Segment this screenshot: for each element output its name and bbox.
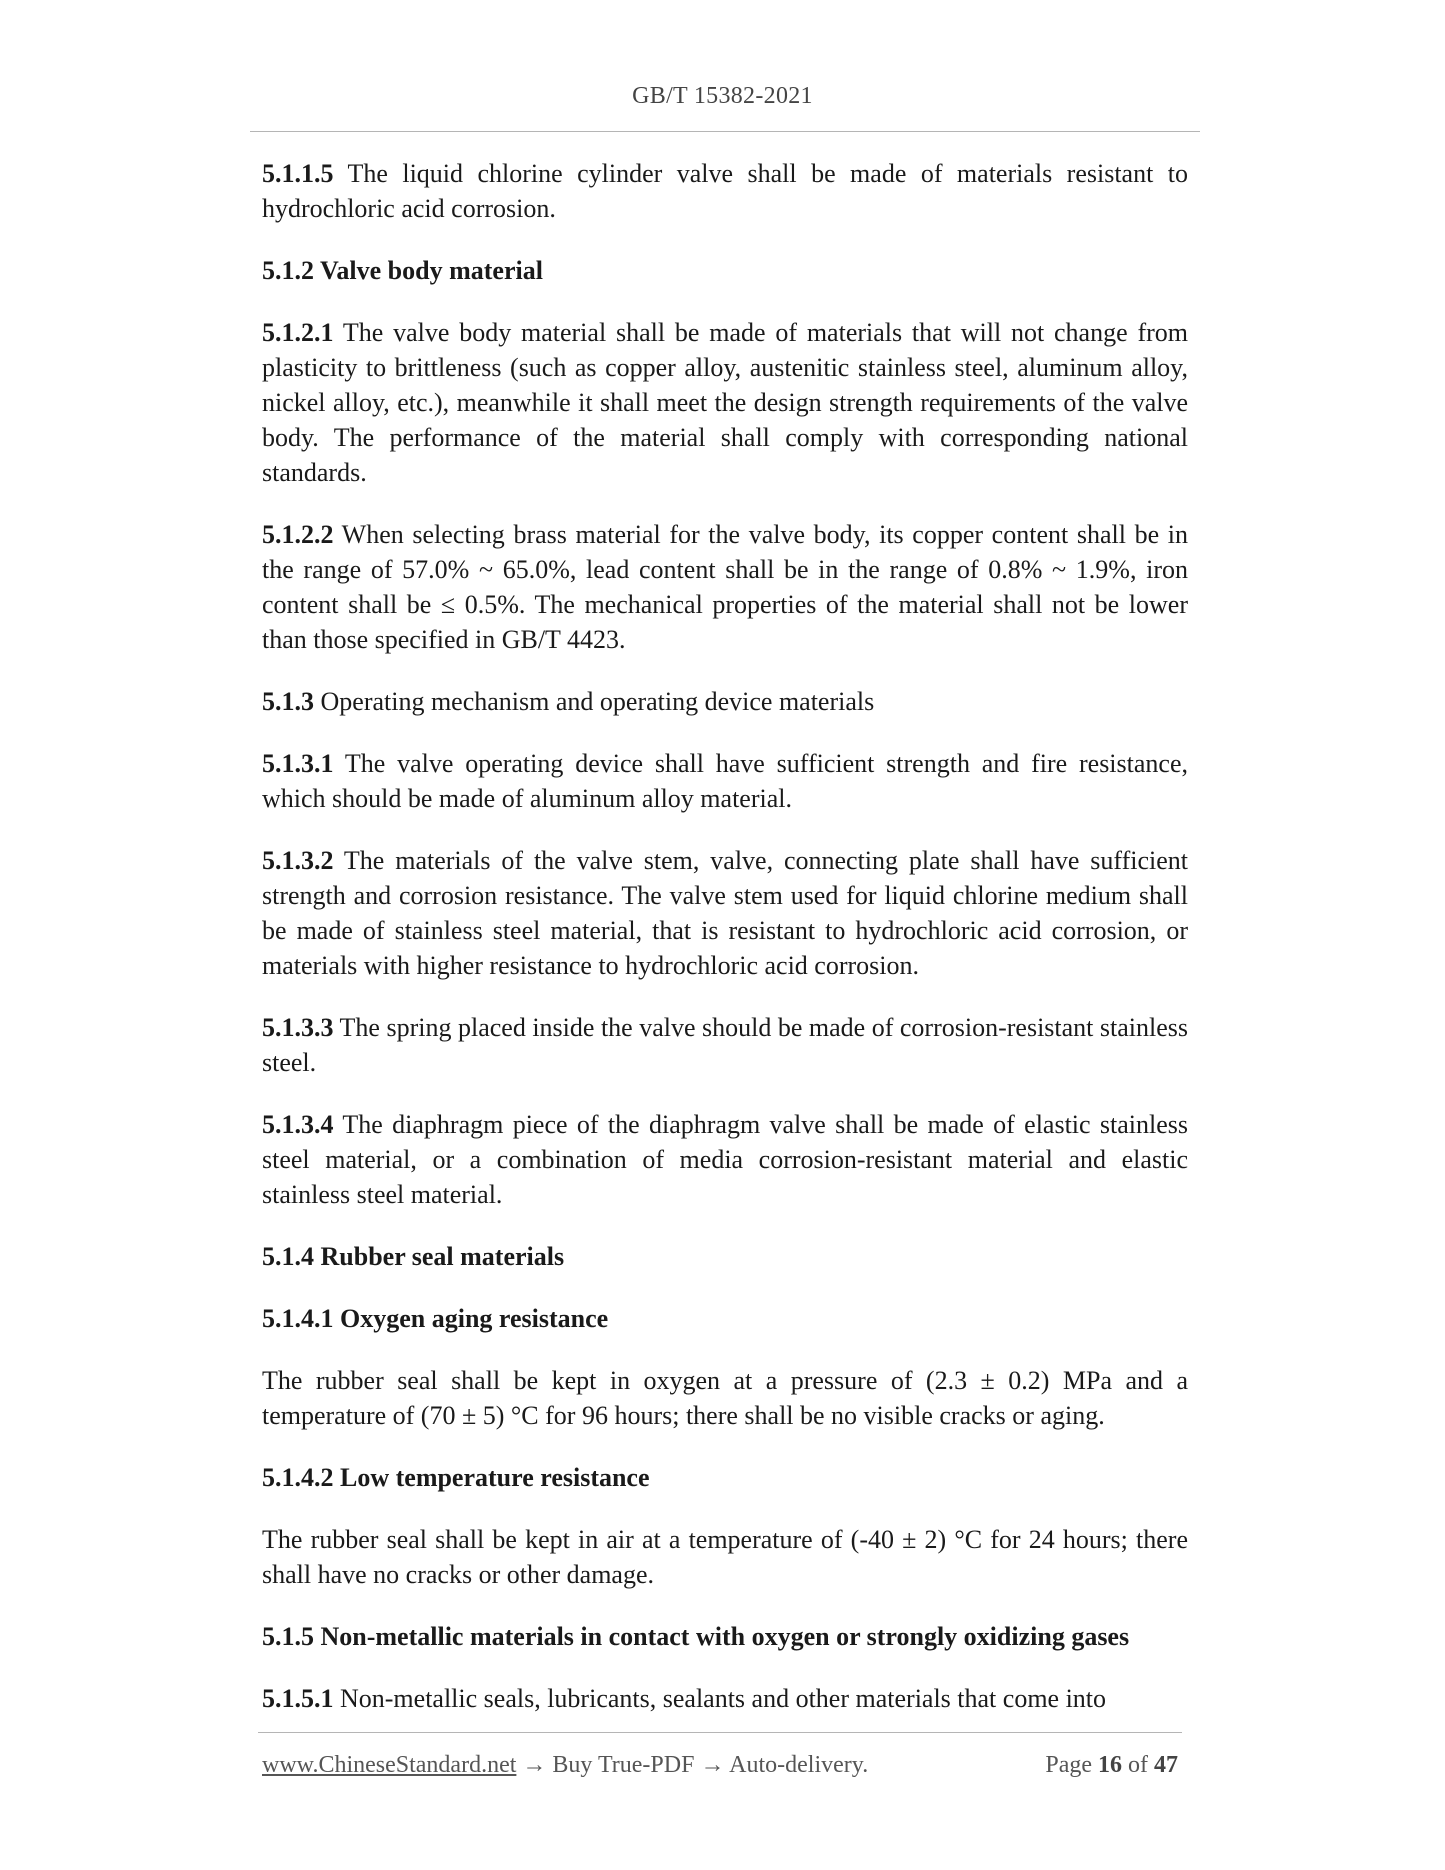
clause-text: The valve body material shall be made of materials that will not change from plasticity to brittleness (such as copper alloy, austenitic stainless steel, aluminum alloy, nickel alloy, etc.), meanwhile it shall meet the design strength requirements of the valve body. The performance of the material shall comply with corresponding national standards. [262,318,1188,487]
section-heading-5-1-2: 5.1.2 Valve body material [262,256,543,285]
clause-5-1-1-5 [262,156,1188,226]
paragraph-oxygen-aging: The rubber seal shall be kept in oxygen at a pressure of (2.3 ± 0.2) MPa and a temperature of (70 ± 5) °C for 96 hours; there shall be no visible cracks or aging. [262,1366,1188,1430]
clause-number: 5.1.1.5 [262,159,334,188]
clause-number: 5.1.5.1 [262,1684,334,1713]
footer-promo [262,1752,868,1779]
clause-5-1-3-2 [262,843,1188,983]
buy-pdf-text: Buy True-PDF [552,1752,695,1778]
section-heading-5-1-5: 5.1.5 Non-metallic materials in contact with oxygen or strongly oxidizing gases [262,1622,1130,1651]
clause-number: 5.1.3.4 [262,1110,334,1139]
current-page-number: 16 [1098,1752,1122,1778]
clause-5-1-5-1 [262,1681,1188,1716]
clause-number: 5.1.2.2 [262,520,334,549]
page-label: Page [1045,1752,1092,1778]
clause-text: Operating mechanism and operating device materials [320,687,875,716]
clause-number: 5.1.3.1 [262,749,334,778]
clause-5-1-2-1 [262,315,1188,490]
clause-text: The diaphragm piece of the diaphragm valve shall be made of elastic stainless steel material, or a combination of media corrosion-resistant material and elastic stainless steel material. [262,1110,1189,1209]
page-indicator [1045,1752,1178,1779]
of-label: of [1128,1752,1148,1778]
arrow-right-icon: → [522,1752,547,1778]
clause-text: The spring placed inside the valve should be made of corrosion-resistant stainless steel. [262,1013,1189,1077]
footer-divider [258,1732,1182,1733]
clause-text: When selecting brass material for the valve body, its copper content shall be in the range of 57.0% ~ 65.0%, lead content shall be in the range of 0.8% ~ 1.9%, iron content shall be ≤ 0.5%. The mechanical properties of the material shall not be lower than those specified in GB/T 4423. [262,520,1188,654]
clause-text: Non-metallic seals, lubricants, sealants and other materials that come into [340,1684,1107,1713]
arrow-right-icon: → [700,1752,725,1778]
clause-5-1-2-2 [262,517,1188,657]
document-body [262,156,1188,1716]
clause-number: 5.1.2.1 [262,318,334,347]
clause-text: The valve operating device shall have sufficient strength and fire resistance, which should be made of aluminum alloy material. [262,749,1188,813]
clause-5-1-3-1 [262,746,1188,816]
section-heading-5-1-4: 5.1.4 Rubber seal materials [262,1242,565,1271]
website-link[interactable]: www.ChineseStandard.net [262,1752,517,1778]
paragraph-low-temperature: The rubber seal shall be kept in air at a temperature of (-40 ± 2) °C for 24 hours; there shall have no cracks or other damage. [262,1525,1188,1589]
section-heading-5-1-3 [262,684,1188,719]
clause-5-1-3-4 [262,1107,1188,1212]
clause-number: 5.1.3 [262,687,314,716]
auto-delivery-text: Auto-delivery. [729,1752,869,1778]
clause-number: 5.1.3.3 [262,1013,334,1042]
clause-text: The liquid chlorine cylinder valve shall be made of materials resistant to hydrochloric acid corrosion. [262,159,1188,223]
clause-number: 5.1.3.2 [262,846,334,875]
section-heading-5-1-4-2: 5.1.4.2 Low temperature resistance [262,1463,650,1492]
clause-text: The materials of the valve stem, valve, connecting plate shall have sufficient strength and corrosion resistance. The valve stem used for liquid chlorine medium shall be made of stainless steel material, that is resistant to hydrochloric acid corrosion, or materials with higher resistance to hydrochloric acid corrosion. [262,846,1189,980]
section-heading-5-1-4-1: 5.1.4.1 Oxygen aging resistance [262,1304,609,1333]
clause-5-1-3-3 [262,1010,1188,1080]
document-header: GB/T 15382-2021 [632,83,813,109]
header-divider [250,131,1200,132]
total-pages-number: 47 [1154,1752,1178,1778]
